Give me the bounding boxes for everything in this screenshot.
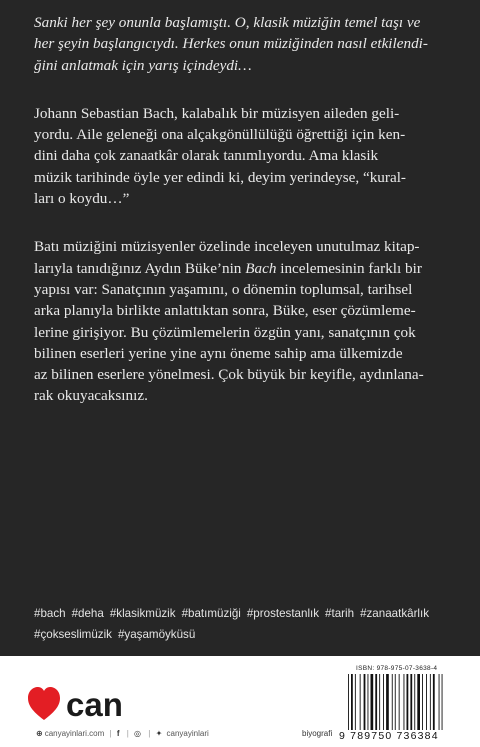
barcode-bar xyxy=(368,674,369,730)
facebook-icon[interactable]: f xyxy=(116,729,120,738)
text-run: incelemesinin farklı bir xyxy=(276,259,422,277)
intro-line: her şeyin başlangıcıydı. Herkes onun müziğinden nasıl etkilendi- xyxy=(34,35,428,53)
hashtag-row xyxy=(34,624,454,645)
divider: | xyxy=(109,729,112,738)
intro-line: ğini anlatmak için yarış içindeydi… xyxy=(34,56,252,74)
barcode-bar xyxy=(399,674,400,730)
footer-band xyxy=(0,656,480,747)
paragraph-line: ları o koydu…” xyxy=(34,190,130,208)
social-handle[interactable]: canyayinlari xyxy=(166,729,209,738)
hashtag: #zanaatkârlık xyxy=(360,607,430,620)
hashtag: #yaşamöyküsü xyxy=(117,628,196,641)
barcode-bar xyxy=(395,674,396,730)
paragraph-line xyxy=(34,258,446,279)
barcode-bar xyxy=(426,674,427,730)
intro-line: Sanki her şey onunla başlamıştı. O, klasik müziğin temel taşı ve xyxy=(34,14,421,31)
barcode-bar xyxy=(351,674,353,730)
publisher-name: can xyxy=(66,686,123,723)
hashtag-row xyxy=(34,603,454,624)
publisher-logo xyxy=(28,686,148,726)
barcode xyxy=(347,674,457,730)
divider: | xyxy=(148,729,151,738)
barcode-bar xyxy=(379,674,380,730)
barcode-bar xyxy=(430,674,431,730)
barcode-bar xyxy=(364,674,366,730)
paragraph-line: yordu. Aile geleneği ona alçakgönüllülüğü öğrettiği için ken- xyxy=(34,126,406,144)
barcode-bar xyxy=(383,674,384,730)
intro-paragraph xyxy=(34,12,446,76)
barcode-bar xyxy=(433,674,435,730)
barcode-bar xyxy=(442,674,443,730)
hashtag: #tarih xyxy=(325,607,355,620)
barcode-bar xyxy=(439,674,440,730)
barcode-bar xyxy=(360,674,361,730)
barcode-bar xyxy=(375,674,377,730)
hashtag: #deha xyxy=(71,607,104,620)
isbn-label: ISBN: 978-975-07-3638-4 xyxy=(356,665,438,672)
barcode-bar xyxy=(407,674,409,730)
paragraph-line: yapısı var: Sanatçının yaşamını, o dönemin toplumsal, tarihsel xyxy=(34,280,413,298)
hashtag: #klasikmüzik xyxy=(109,607,176,620)
barcode-bar xyxy=(417,674,420,730)
barcode-bar xyxy=(414,674,415,730)
paragraph-line: dini daha çok zanaatkâr olarak tanımlıyordu. Ama klasik xyxy=(34,147,379,165)
barcode-bar xyxy=(355,674,356,730)
hashtag: #batımüziği xyxy=(181,607,241,620)
hashtag-list xyxy=(34,603,454,645)
hashtag: #bach xyxy=(34,607,66,620)
paragraph-line: rak okuyacaksınız. xyxy=(34,387,148,405)
paragraph-line: bilinen eserleri yerine yine aynı öneme sahip ama ülkemizde xyxy=(34,344,403,362)
paragraph-line: Johann Sebastian Bach, kalabalık bir müzisyen aileden geli- xyxy=(34,104,400,122)
paragraph-line: lerine girişiyor. Bu çözümlemelerin özgün yanı, sanatçının çok xyxy=(34,323,416,341)
barcode-bar xyxy=(348,674,349,730)
back-cover-text xyxy=(34,12,446,407)
barcode-digits: 9 789750 736384 xyxy=(339,730,439,742)
website-link[interactable]: canyayinlari.com xyxy=(44,729,105,738)
barcode-bar xyxy=(404,674,405,730)
globe-icon: ⊕ xyxy=(36,729,43,738)
hashtag: #prostestanlık xyxy=(246,607,320,620)
paragraph-line: az bilinen eserlere yönelmesi. Çok büyük bir keyifle, aydınlana- xyxy=(34,366,424,384)
book-title-italic: Bach xyxy=(245,259,277,277)
barcode-bar xyxy=(422,674,423,730)
barcode-bar xyxy=(392,674,393,730)
category-label: biyografi xyxy=(302,729,333,738)
bach-paragraph xyxy=(34,103,446,209)
social-links xyxy=(36,729,209,738)
paragraph-line: müzik tarihinde öyle yer edindi ki, deyim yerindeyse, “kural- xyxy=(34,168,406,186)
instagram-icon[interactable]: ◎ xyxy=(134,729,142,738)
barcode-bar xyxy=(371,674,374,730)
book-description-paragraph xyxy=(34,236,446,406)
barcode-bar xyxy=(410,674,412,730)
paragraph-line: Batı müziğini müzisyenler özelinde inceleyen unutulmaz kitap- xyxy=(34,238,420,256)
hashtag: #çokseslimüzik xyxy=(34,628,112,641)
text-run: larıyla tanıdığınız Aydın Büke’nin xyxy=(34,259,246,277)
twitter-icon[interactable]: ✦ xyxy=(155,729,163,738)
barcode-bar xyxy=(386,674,389,730)
paragraph-line: arka planıyla birlikte anlattıktan sonra, Büke, eser çözümleme- xyxy=(34,302,416,320)
divider: | xyxy=(126,729,129,738)
heart-icon xyxy=(28,687,60,720)
